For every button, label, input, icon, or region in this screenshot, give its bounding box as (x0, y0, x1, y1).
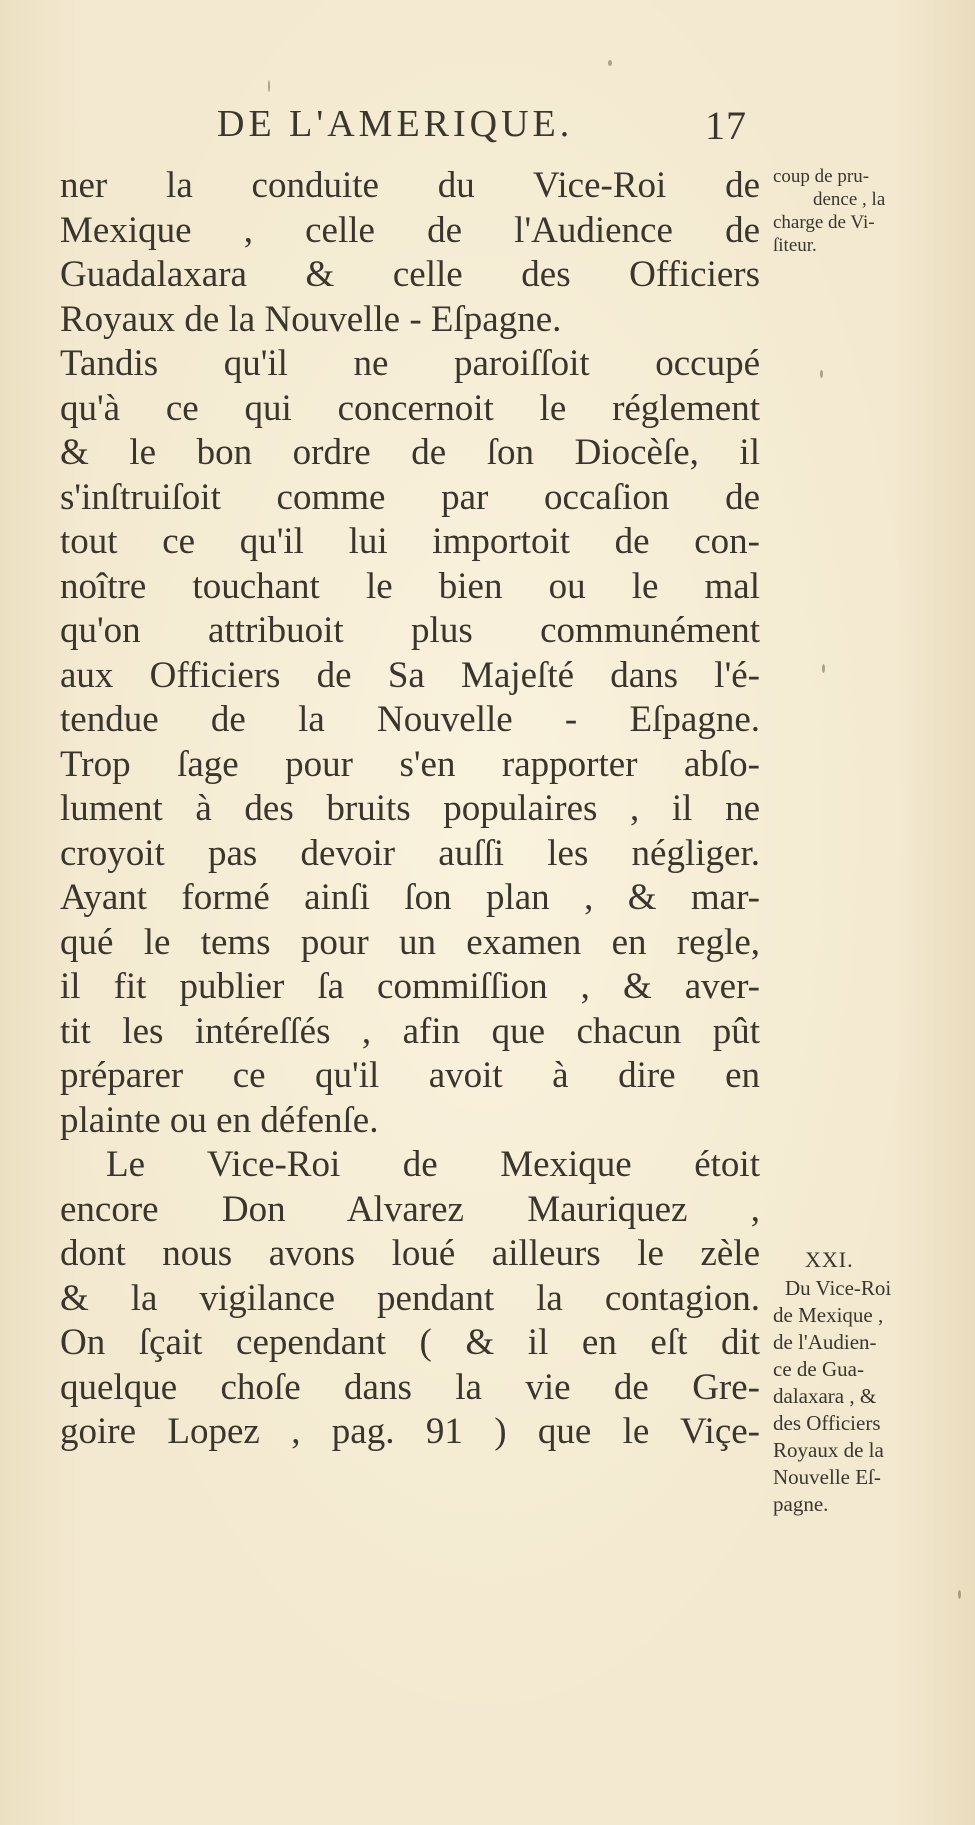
ink-speck (820, 370, 823, 378)
margin-note-line: Du Vice-Roi (785, 1276, 892, 1300)
margin-note-line: Royaux de la (773, 1438, 884, 1462)
text-line: dont nous avons loué ailleurs le zèle (60, 1233, 760, 1274)
margin-note-line: coup de pru- (773, 166, 870, 187)
margin-note-line: de l'Audien- (773, 1330, 877, 1354)
text-line: s'inſtruiſoit comme par occaſion de (60, 476, 760, 518)
text-line: quelque choſe dans la vie de Gre- (60, 1366, 760, 1408)
margin-note-line: dalaxara , & (773, 1384, 877, 1408)
margin-note-line: de Mexique , (773, 1303, 884, 1327)
text-line: Tandis qu'il ne paroiſſoit occupé (60, 343, 760, 384)
text-line: noître touchant le bien ou le mal (60, 565, 760, 607)
main-text-column (60, 164, 760, 1455)
text-line: tendue de la Nouvelle - Eſpagne. (60, 699, 760, 740)
running-head: DE L'AMERIQUE. (217, 103, 574, 145)
margin-note-line: dence , la (813, 189, 886, 210)
text-line: Trop ſage pour s'en rapporter abſo- (60, 743, 760, 785)
margin-note-line: ſiteur. (773, 235, 817, 256)
text-line: goire Lopez , pag. 91 ) que le Viçe- (60, 1411, 760, 1452)
text-line: & la vigilance pendant la contagion. (60, 1277, 760, 1319)
text-line: préparer ce qu'il avoit à dire en (60, 1055, 760, 1096)
page-number: 17 (705, 103, 747, 148)
text-line: qu'à ce qui concernoit le réglement (60, 387, 760, 429)
text-line: qu'on attribuoit plus communément (60, 610, 760, 651)
text-line: encore Don Alvarez Mauriquez , (60, 1188, 760, 1230)
text-line: Le Vice-Roi de Mexique étoit (106, 1144, 760, 1185)
ink-speck (958, 1590, 961, 1599)
margin-note-line: Nouvelle Eſ- (773, 1465, 881, 1489)
text-line: croyoit pas devoir auſſi les négliger. (60, 832, 760, 874)
text-line: ner la conduite du Vice-Roi de (60, 165, 760, 206)
text-line: Ayant formé ainſi ſon plan , & mar- (60, 877, 760, 918)
ink-speck (268, 80, 270, 92)
text-line: On ſçait cependant ( & il en eſt dit (60, 1322, 760, 1363)
text-line: il fit publier ſa commiſſion , & aver- (60, 966, 760, 1007)
margin-note-line: ce de Gua- (773, 1357, 864, 1381)
page-header (205, 100, 765, 150)
text-line: & le bon ordre de ſon Diocèſe, il (60, 432, 760, 473)
text-line: Mexique , celle de l'Audience de (60, 209, 760, 251)
text-line: aux Officiers de Sa Majeſté dans l'é- (60, 654, 760, 696)
text-line: qué le tems pour un examen en regle, (60, 921, 760, 963)
margin-note-line: pagne. (773, 1492, 829, 1516)
margin-note-section (773, 1245, 968, 1518)
section-number: XXI. (805, 1247, 854, 1272)
ink-speck (822, 664, 825, 673)
text-line: Royaux de la Nouvelle - Eſpagne. (60, 298, 562, 340)
text-line: tit les intéreſſés , afin que chacun pût (60, 1010, 760, 1052)
text-line: plainte ou en défenſe. (60, 1099, 379, 1141)
text-line: tout ce qu'il lui importoit de con- (60, 521, 760, 562)
text-line: Guadalaxara & celle des Officiers (60, 254, 760, 295)
margin-note-line: des Officiers (773, 1411, 881, 1435)
text-line: lument à des bruits populaires , il ne (60, 788, 760, 829)
margin-note-summary (773, 166, 968, 258)
margin-note-line: charge de Vi- (773, 212, 875, 233)
ink-speck (608, 60, 612, 66)
